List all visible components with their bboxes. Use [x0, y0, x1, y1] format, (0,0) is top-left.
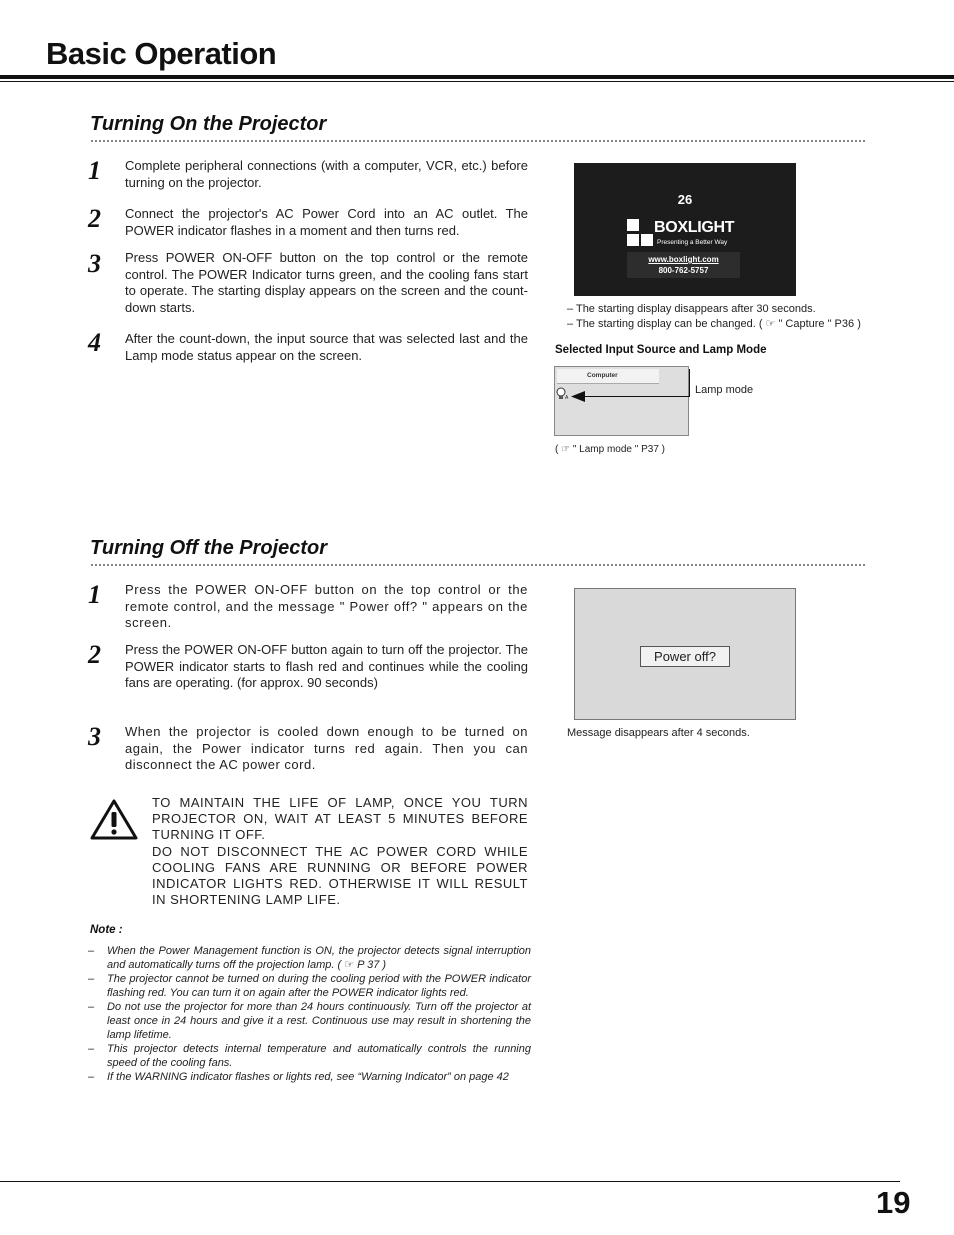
starting-display-note: – The starting display disappears after 30 seconds.: [567, 303, 816, 315]
note-list: [88, 944, 531, 1084]
lamp-icon: [556, 387, 570, 400]
warning-text: [152, 795, 528, 908]
note-dash: –: [88, 945, 95, 957]
step-number: 2: [88, 640, 101, 669]
message-caption: Message disappears after 4 seconds.: [567, 727, 750, 739]
step-text: Connect the projector's AC Power Cord into an AC outlet. The POWER indicator flashes in a moment and then turns red.: [125, 206, 528, 238]
lamp-pointer-line: [689, 369, 690, 397]
note-item: [88, 972, 531, 1000]
dotted-divider: [90, 140, 866, 142]
section-title-turn-off: Turning Off the Projector: [90, 537, 328, 559]
svg-text:A: A: [565, 395, 569, 400]
lamp-mode-label: Lamp mode: [695, 384, 754, 396]
step-number: 4: [88, 328, 101, 357]
note-dash: –: [88, 1071, 95, 1083]
warning-line: TO MAINTAIN THE LIFE OF LAMP, ONCE YOU TURN PROJECTOR ON, WAIT AT LEAST 5 MINUTES BEFORE TURNING IT OFF.: [152, 795, 528, 843]
note-dash: –: [88, 1043, 95, 1055]
step-number: 1: [88, 580, 101, 609]
lamp-pointer-line: [575, 396, 690, 397]
step-text: After the count-down, the input source that was selected last and the Lamp mode status appear on the screen.: [125, 331, 528, 363]
note-item: [88, 944, 531, 972]
contact-box: [627, 252, 740, 278]
brand-phone: 800-762-5757: [658, 266, 709, 275]
footer-rule: [0, 1181, 900, 1182]
lamp-section-label: Selected Input Source and Lamp Mode: [555, 344, 767, 356]
note-text: The projector cannot be turned on during the cooling period with the POWER indicator flashing red. You can turn it on again after the POWER indicator lights red.: [107, 973, 531, 999]
starting-display-screen: [574, 163, 796, 296]
note-item: [88, 1070, 531, 1084]
brand-name: BOXLIGHT: [654, 219, 735, 236]
step-text: Press the POWER ON-OFF button again to turn off the projector. The POWER indicator starts to flash red and continues while the cooling fans are operating. (for approx. 90 seconds): [125, 642, 528, 690]
note-text: When the Power Management function is ON, the projector detects signal interruption and automatically turns off the projection lamp. ( ☞ P 37 ): [107, 945, 531, 971]
step-text: When the projector is cooled down enough to be turned on again, the Power indicator turns red again. Then you can disconnect the AC power cord.: [125, 724, 528, 772]
arrow-left-icon: [571, 391, 585, 402]
step-number: 3: [88, 249, 101, 278]
step-number: 1: [88, 156, 101, 185]
countdown-number: 26: [677, 192, 693, 207]
starting-display-note: – The starting display can be changed. ( ☞ " Capture " P36 ): [567, 318, 861, 330]
page-title: Basic Operation: [46, 36, 277, 71]
note-text: If the WARNING indicator flashes or lights red, see “Warning Indicator” on page 42: [107, 1071, 509, 1083]
title-rule-thin: [0, 81, 954, 82]
step-text: Complete peripheral connections (with a computer, VCR, etc.) before turning on the projector.: [125, 158, 528, 190]
step-number: 2: [88, 204, 101, 233]
note-title: Note :: [90, 924, 123, 936]
page-number: 19: [876, 1185, 911, 1220]
note-item: [88, 1042, 531, 1070]
warning-line: DO NOT DISCONNECT THE AC POWER CORD WHILE COOLING FANS ARE RUNNING OR BEFORE POWER INDICATOR LIGHTS RED. OTHERWISE IT WILL RESULT IN SHORTENING LAMP LIFE.: [152, 843, 528, 908]
step-number: 3: [88, 722, 101, 751]
power-off-message: Power off?: [640, 646, 730, 667]
step-text: Press the POWER ON-OFF button on the top control or the remote control, and the message " Power off? " appears on the screen.: [125, 582, 528, 630]
input-source-header: [557, 369, 659, 384]
note-text: This projector detects internal temperature and automatically controls the running speed of the cooling fans.: [107, 1043, 531, 1069]
dotted-divider: [90, 564, 866, 566]
section-title-turn-on: Turning On the Projector: [90, 113, 327, 135]
note-text: Do not use the projector for more than 24 hours continuously. Turn off the projector at least once in 24 hours and give it a rest. Continuous use may result in shortening the lamp lifetime.: [107, 1001, 531, 1041]
warning-triangle-icon: [90, 798, 138, 840]
lamp-mode-reference: ( ☞ " Lamp mode " P37 ): [555, 444, 665, 455]
step-text: Press POWER ON-OFF button on the top control or the remote control. The POWER Indicator turns green, and the cooling fans start to operate. The starting display appears on the screen and the count-down starts.: [125, 250, 528, 315]
note-dash: –: [88, 1001, 95, 1013]
note-dash: –: [88, 973, 95, 985]
title-rule: [0, 75, 954, 79]
input-source-name: Computer: [587, 372, 618, 379]
power-off-screen: [574, 588, 796, 720]
brand-url: www.boxlight.com: [648, 255, 719, 264]
boxlight-logo-icon: [627, 219, 653, 247]
note-item: [88, 1000, 531, 1042]
brand-tagline: Presenting a Better Way: [657, 239, 728, 246]
